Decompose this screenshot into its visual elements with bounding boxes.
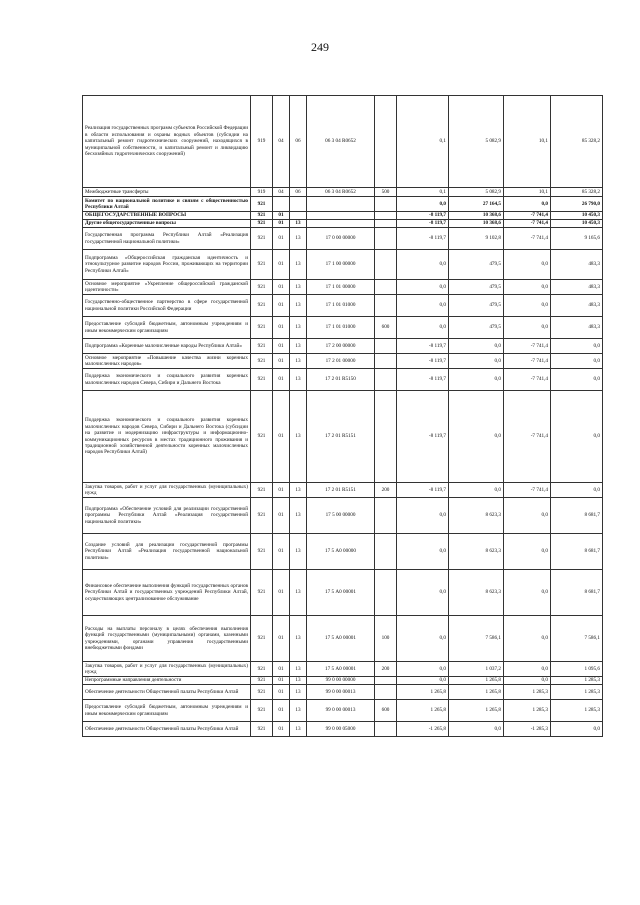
amount-2-cell: 479,5	[449, 250, 504, 280]
amount-1-cell: -8 119,7	[397, 212, 449, 220]
amount-3-cell: 0,0	[504, 616, 551, 662]
amount-4-cell: 0,0	[551, 354, 603, 369]
target-article-cell: 17 5 А0 00001	[307, 616, 375, 662]
row-name-cell: Обеспечение деятельности Общественной палаты Республики Алтай	[83, 685, 251, 700]
section-code-cell: 01	[273, 228, 290, 250]
grbs-code-cell: 921	[251, 483, 273, 498]
amount-4-cell: 8 681,7	[551, 570, 603, 616]
subsection-code-cell: 13	[290, 295, 307, 317]
subsection-code-cell: 13	[290, 662, 307, 677]
amount-1-cell: 0,0	[397, 280, 449, 295]
amount-2-cell: 0,0	[449, 354, 504, 369]
expense-type-cell	[375, 212, 397, 220]
budget-table	[82, 95, 603, 737]
target-article-cell: 99 0 00 00000	[307, 677, 375, 685]
table-row	[83, 212, 603, 220]
amount-3-cell: 0,0	[504, 498, 551, 534]
section-code-cell: 01	[273, 685, 290, 700]
subsection-code-cell: 13	[290, 498, 307, 534]
amount-4-cell: 1 285,3	[551, 685, 603, 700]
amount-2-cell: 0,0	[449, 339, 504, 354]
row-name-cell: Расходы на выплаты персоналу в целях обеспечения выполнения функций государственными (муниципальными) органами, казенными учреждениями, органами управления государственными внебюджетными фондами	[83, 616, 251, 662]
expense-type-cell	[375, 96, 397, 188]
amount-4-cell: 10 450,3	[551, 212, 603, 220]
grbs-code-cell: 921	[251, 700, 273, 722]
grbs-code-cell: 921	[251, 498, 273, 534]
row-name-cell: Комитет по национальной политике и связям с общественностью Республики Алтай	[83, 197, 251, 212]
table-row	[83, 570, 603, 616]
amount-3-cell: -7 741,4	[504, 339, 551, 354]
expense-type-cell: 200	[375, 483, 397, 498]
budget-table-body	[83, 96, 603, 737]
page-number: 249	[311, 40, 329, 54]
grbs-code-cell: 919	[251, 188, 273, 197]
subsection-code-cell: 13	[290, 339, 307, 354]
amount-4-cell: 0,0	[551, 369, 603, 391]
subsection-code-cell: 13	[290, 700, 307, 722]
target-article-cell: 17 2 01 R5151	[307, 391, 375, 483]
amount-4-cell: 8 681,7	[551, 498, 603, 534]
row-name-cell: Подпрограмма «Общероссийская гражданская идентичность и этнокультурное развитие народов России, проживающих на территории Республики Алтай»	[83, 250, 251, 280]
target-article-cell: 99 0 00 05000	[307, 722, 375, 737]
amount-3-cell: 0,0	[504, 280, 551, 295]
target-article-cell: 17 2 01 00000	[307, 354, 375, 369]
subsection-code-cell	[290, 197, 307, 212]
amount-1-cell: 0,0	[397, 616, 449, 662]
grbs-code-cell: 921	[251, 616, 273, 662]
section-code-cell: 01	[273, 354, 290, 369]
section-code-cell: 01	[273, 280, 290, 295]
table-row	[83, 685, 603, 700]
table-row	[83, 220, 603, 228]
amount-3-cell: 0,0	[504, 295, 551, 317]
section-code-cell	[273, 197, 290, 212]
row-name-cell: Поддержка экономического и социального развития коренных малочисленных народов Севера, Сибири и Дальнего Востока (субсидии на развитие и модернизацию инфраструктуры и информационно-коммуникационных ресурсов в местах традиционного проживания и традиционной хозяйственной деятельности коренных малочисленных народов Республики Алтай)	[83, 391, 251, 483]
row-name-cell: Основное мероприятие «Повышение качества жизни коренных малочисленных народов»	[83, 354, 251, 369]
row-name-cell: Создание условий для реализации государственной программы Республики Алтай «Реализация государственной национальной политики»	[83, 534, 251, 570]
grbs-code-cell: 921	[251, 197, 273, 212]
amount-1-cell: 0,0	[397, 197, 449, 212]
amount-1-cell: 0,0	[397, 498, 449, 534]
amount-4-cell: 0,0	[551, 339, 603, 354]
amount-3-cell: -7 741,4	[504, 354, 551, 369]
subsection-code-cell: 13	[290, 534, 307, 570]
amount-2-cell: 8 623,3	[449, 498, 504, 534]
amount-2-cell: 7 586,1	[449, 616, 504, 662]
table-row	[83, 616, 603, 662]
amount-3-cell: 10,1	[504, 188, 551, 197]
target-article-cell: 06 3 04 R0652	[307, 96, 375, 188]
grbs-code-cell: 921	[251, 369, 273, 391]
amount-1-cell: -8 119,7	[397, 391, 449, 483]
amount-2-cell: 479,5	[449, 295, 504, 317]
amount-3-cell: -1 285,3	[504, 722, 551, 737]
amount-4-cell: 0,0	[551, 483, 603, 498]
grbs-code-cell: 921	[251, 662, 273, 677]
expense-type-cell	[375, 295, 397, 317]
grbs-code-cell: 921	[251, 685, 273, 700]
subsection-code-cell: 13	[290, 570, 307, 616]
row-name-cell: Непрограммные направления деятельности	[83, 677, 251, 685]
table-row	[83, 250, 603, 280]
amount-3-cell: -7 741,4	[504, 369, 551, 391]
table-row	[83, 96, 603, 188]
section-code-cell: 01	[273, 220, 290, 228]
table-row	[83, 317, 603, 339]
amount-2-cell: 479,5	[449, 317, 504, 339]
amount-2-cell: 9 102,8	[449, 228, 504, 250]
amount-4-cell: 9 165,6	[551, 228, 603, 250]
row-name-cell: Закупка товаров, работ и услуг для государственных (муниципальных) нужд	[83, 662, 251, 677]
expense-type-cell: 600	[375, 317, 397, 339]
amount-4-cell: 0,0	[551, 722, 603, 737]
expense-type-cell	[375, 677, 397, 685]
expense-type-cell	[375, 339, 397, 354]
amount-1-cell: -1 265,8	[397, 722, 449, 737]
amount-2-cell: 0,0	[449, 722, 504, 737]
amount-3-cell: 0,0	[504, 534, 551, 570]
section-code-cell: 01	[273, 616, 290, 662]
target-article-cell: 17 0 00 00000	[307, 228, 375, 250]
amount-2-cell: 479,5	[449, 280, 504, 295]
expense-type-cell	[375, 220, 397, 228]
amount-3-cell: 0,0	[504, 250, 551, 280]
amount-2-cell: 0,0	[449, 369, 504, 391]
expense-type-cell	[375, 685, 397, 700]
table-row	[83, 339, 603, 354]
row-name-cell: Финансовое обеспечение выполнения функций государственных органов Республики Алтай и государственных учреждений Республики Алтай, осуществляющих централизованное обслуживание	[83, 570, 251, 616]
table-row	[83, 280, 603, 295]
subsection-code-cell: 13	[290, 483, 307, 498]
target-article-cell: 17 2 01 R5150	[307, 369, 375, 391]
section-code-cell: 01	[273, 570, 290, 616]
subsection-code-cell: 13	[290, 280, 307, 295]
amount-4-cell: 26 790,0	[551, 197, 603, 212]
table-row	[83, 534, 603, 570]
row-name-cell: Обеспечение деятельности Общественной палаты Республики Алтай	[83, 722, 251, 737]
target-article-cell	[307, 220, 375, 228]
expense-type-cell	[375, 498, 397, 534]
amount-4-cell: 85 328,2	[551, 188, 603, 197]
expense-type-cell	[375, 250, 397, 280]
target-article-cell: 06 3 04 R0652	[307, 188, 375, 197]
row-name-cell: Предоставление субсидий бюджетным, автономным учреждениям и иным некоммерческим организациям	[83, 700, 251, 722]
section-code-cell: 01	[273, 677, 290, 685]
amount-1-cell: 0,0	[397, 570, 449, 616]
target-article-cell: 99 0 00 00013	[307, 700, 375, 722]
expense-type-cell: 500	[375, 188, 397, 197]
amount-2-cell: 0,0	[449, 483, 504, 498]
amount-2-cell: 1 265,8	[449, 700, 504, 722]
grbs-code-cell: 921	[251, 280, 273, 295]
section-code-cell: 01	[273, 317, 290, 339]
section-code-cell: 01	[273, 700, 290, 722]
section-code-cell: 01	[273, 295, 290, 317]
target-article-cell: 17 5 00 00000	[307, 498, 375, 534]
grbs-code-cell: 921	[251, 317, 273, 339]
amount-2-cell: 10 368,6	[449, 212, 504, 220]
amount-1-cell: 0,0	[397, 317, 449, 339]
amount-1-cell: 1 265,8	[397, 685, 449, 700]
row-name-cell: Другие общегосударственные вопросы	[83, 220, 251, 228]
subsection-code-cell: 13	[290, 317, 307, 339]
amount-4-cell: 0,0	[551, 391, 603, 483]
table-row	[83, 295, 603, 317]
amount-1-cell: 0,0	[397, 662, 449, 677]
section-code-cell: 04	[273, 188, 290, 197]
amount-1-cell: -8 119,7	[397, 354, 449, 369]
subsection-code-cell: 13	[290, 250, 307, 280]
grbs-code-cell: 921	[251, 212, 273, 220]
expense-type-cell: 200	[375, 662, 397, 677]
amount-3-cell: -7 741,4	[504, 228, 551, 250]
expense-type-cell	[375, 391, 397, 483]
subsection-code-cell: 13	[290, 685, 307, 700]
amount-4-cell: 483,3	[551, 250, 603, 280]
row-name-cell: Основное мероприятие «Укрепление общероссийской гражданской идентичности»	[83, 280, 251, 295]
amount-3-cell: -7 741,4	[504, 212, 551, 220]
grbs-code-cell: 921	[251, 534, 273, 570]
subsection-code-cell: 13	[290, 354, 307, 369]
row-name-cell: Государственная программа Республики Алтай «Реализация государственной национальной политики»	[83, 228, 251, 250]
target-article-cell: 17 1 01 01000	[307, 295, 375, 317]
amount-1-cell: -8 119,7	[397, 228, 449, 250]
grbs-code-cell: 921	[251, 220, 273, 228]
amount-4-cell: 1 095,6	[551, 662, 603, 677]
amount-3-cell: 0,0	[504, 662, 551, 677]
amount-4-cell: 85 328,2	[551, 96, 603, 188]
table-row	[83, 391, 603, 483]
subsection-code-cell: 13	[290, 369, 307, 391]
amount-3-cell: 0,0	[504, 197, 551, 212]
subsection-code-cell: 06	[290, 188, 307, 197]
amount-2-cell: 10 368,6	[449, 220, 504, 228]
grbs-code-cell: 921	[251, 295, 273, 317]
amount-3-cell: 0,0	[504, 677, 551, 685]
amount-1-cell: 0,0	[397, 534, 449, 570]
table-row	[83, 677, 603, 685]
table-row	[83, 722, 603, 737]
section-code-cell: 01	[273, 483, 290, 498]
target-article-cell: 17 2 01 R5151	[307, 483, 375, 498]
section-code-cell: 01	[273, 662, 290, 677]
amount-1-cell: 0,1	[397, 96, 449, 188]
amount-4-cell: 483,3	[551, 280, 603, 295]
expense-type-cell	[375, 228, 397, 250]
grbs-code-cell: 921	[251, 339, 273, 354]
expense-type-cell	[375, 369, 397, 391]
grbs-code-cell: 921	[251, 228, 273, 250]
expense-type-cell	[375, 722, 397, 737]
amount-1-cell: -8 119,7	[397, 369, 449, 391]
table-row	[83, 228, 603, 250]
target-article-cell: 17 5 А0 00001	[307, 662, 375, 677]
table-row	[83, 662, 603, 677]
amount-4-cell: 8 681,7	[551, 534, 603, 570]
row-name-cell: Реализация государственных программ субъектов Российской Федерации в области использования и охраны водных объектов (субсидии на капитальный ремонт гидротехнических сооружений, находящихся в муниципальной собственности, и капитальный ремонт и ликвидацию бесхозяйных гидротехнических сооружений)	[83, 96, 251, 188]
target-article-cell	[307, 197, 375, 212]
amount-3-cell: -7 741,4	[504, 483, 551, 498]
amount-2-cell: 5 082,9	[449, 96, 504, 188]
row-name-cell: Поддержка экономического и социального развития коренных малочисленных народов Севера, Сибири и Дальнего Востока	[83, 369, 251, 391]
table-row	[83, 498, 603, 534]
subsection-code-cell: 13	[290, 220, 307, 228]
table-row	[83, 197, 603, 212]
amount-1-cell: 1 265,8	[397, 700, 449, 722]
amount-1-cell: 0,1	[397, 188, 449, 197]
target-article-cell: 17 5 А0 00000	[307, 534, 375, 570]
expense-type-cell	[375, 197, 397, 212]
target-article-cell: 17 1 01 01000	[307, 317, 375, 339]
amount-3-cell: 10,1	[504, 96, 551, 188]
amount-3-cell: 1 285,3	[504, 685, 551, 700]
row-name-cell: Предоставление субсидий бюджетным, автономным учреждениям и иным некоммерческим организациям	[83, 317, 251, 339]
amount-4-cell: 10 450,3	[551, 220, 603, 228]
grbs-code-cell: 921	[251, 677, 273, 685]
section-code-cell: 01	[273, 339, 290, 354]
amount-1-cell: 0,0	[397, 250, 449, 280]
amount-1-cell: -8 119,7	[397, 339, 449, 354]
amount-3-cell: 0,0	[504, 570, 551, 616]
row-name-cell: ОБЩЕГОСУДАРСТВЕННЫЕ ВОПРОСЫ	[83, 212, 251, 220]
target-article-cell: 17 1 00 00000	[307, 250, 375, 280]
row-name-cell: Межбюджетные трансферты	[83, 188, 251, 197]
amount-3-cell: 0,0	[504, 317, 551, 339]
grbs-code-cell: 921	[251, 354, 273, 369]
amount-1-cell: -8 119,7	[397, 483, 449, 498]
amount-1-cell: 0,0	[397, 677, 449, 685]
subsection-code-cell: 13	[290, 677, 307, 685]
section-code-cell: 01	[273, 391, 290, 483]
amount-4-cell: 1 285,3	[551, 677, 603, 685]
grbs-code-cell: 921	[251, 391, 273, 483]
subsection-code-cell: 13	[290, 616, 307, 662]
grbs-code-cell: 921	[251, 722, 273, 737]
section-code-cell: 04	[273, 96, 290, 188]
amount-4-cell: 1 285,3	[551, 700, 603, 722]
amount-1-cell: -8 119,7	[397, 220, 449, 228]
section-code-cell: 01	[273, 534, 290, 570]
amount-3-cell: -7 741,4	[504, 391, 551, 483]
amount-3-cell: 1 285,3	[504, 700, 551, 722]
section-code-cell: 01	[273, 250, 290, 280]
target-article-cell: 17 1 01 00000	[307, 280, 375, 295]
amount-2-cell: 1 037,2	[449, 662, 504, 677]
expense-type-cell	[375, 354, 397, 369]
row-name-cell: Подпрограмма «Обеспечение условий для реализации государственной программы Республики Алтай «Реализация государственной национальной политики»	[83, 498, 251, 534]
row-name-cell: Государственно-общественное партнерство в сфере государственной национальной политики Российской Федерации	[83, 295, 251, 317]
target-article-cell: 17 5 А0 00001	[307, 570, 375, 616]
table-row	[83, 369, 603, 391]
subsection-code-cell: 13	[290, 228, 307, 250]
row-name-cell: Подпрограмма «Коренные малочисленные народы Республики Алтай»	[83, 339, 251, 354]
amount-2-cell: 1 265,8	[449, 677, 504, 685]
section-code-cell: 01	[273, 369, 290, 391]
amount-4-cell: 483,3	[551, 295, 603, 317]
subsection-code-cell: 13	[290, 722, 307, 737]
section-code-cell: 01	[273, 212, 290, 220]
amount-4-cell: 483,3	[551, 317, 603, 339]
target-article-cell	[307, 212, 375, 220]
expense-type-cell	[375, 570, 397, 616]
section-code-cell: 01	[273, 498, 290, 534]
amount-2-cell: 8 623,3	[449, 534, 504, 570]
subsection-code-cell	[290, 212, 307, 220]
row-name-cell: Закупка товаров, работ и услуг для государственных (муниципальных) нужд	[83, 483, 251, 498]
table-row	[83, 483, 603, 498]
grbs-code-cell: 919	[251, 96, 273, 188]
amount-3-cell: -7 741,4	[504, 220, 551, 228]
amount-2-cell: 1 265,8	[449, 685, 504, 700]
table-row	[83, 700, 603, 722]
grbs-code-cell: 921	[251, 250, 273, 280]
target-article-cell: 99 0 00 00013	[307, 685, 375, 700]
subsection-code-cell: 13	[290, 391, 307, 483]
expense-type-cell	[375, 280, 397, 295]
amount-2-cell: 0,0	[449, 391, 504, 483]
expense-type-cell	[375, 534, 397, 570]
section-code-cell: 01	[273, 722, 290, 737]
expense-type-cell: 100	[375, 616, 397, 662]
table-row	[83, 354, 603, 369]
grbs-code-cell: 921	[251, 570, 273, 616]
target-article-cell: 17 2 00 00000	[307, 339, 375, 354]
subsection-code-cell: 06	[290, 96, 307, 188]
table-row	[83, 188, 603, 197]
amount-4-cell: 7 586,1	[551, 616, 603, 662]
amount-1-cell: 0,0	[397, 295, 449, 317]
expense-type-cell: 600	[375, 700, 397, 722]
amount-2-cell: 8 623,3	[449, 570, 504, 616]
amount-2-cell: 5 082,9	[449, 188, 504, 197]
amount-2-cell: 27 164,5	[449, 197, 504, 212]
